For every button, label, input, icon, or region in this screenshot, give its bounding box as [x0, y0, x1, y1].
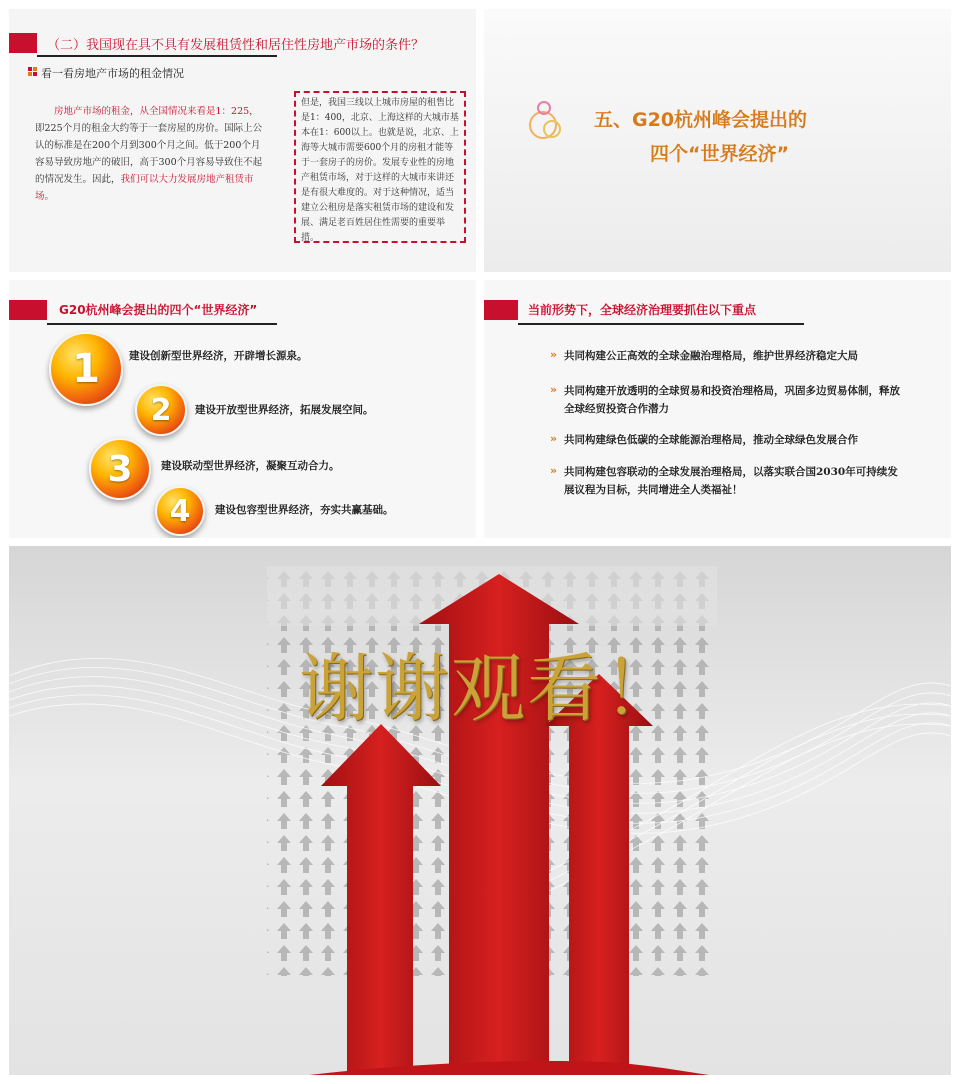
bullet-item: 共同构建绿色低碳的全球能源治理格局，推动全球绿色发展合作	[564, 434, 858, 446]
rings-icon	[528, 99, 568, 143]
chevron-right-icon: »	[550, 432, 558, 445]
list-item: 建设开放型世界经济，拓展发展空间。	[195, 404, 374, 416]
list-item: 建设联动型世界经济，凝聚互动合力。	[161, 460, 340, 472]
body-text: 即225个月的租金大约等于一套房屋的房价。国际上公认的标准是在200个月到300个月之间。低于200个月容易导致房地产的破旧，高于300个月容易导致住不起的情况发生。因此，	[35, 123, 263, 185]
diamond-bullet-icon	[27, 66, 38, 77]
chevron-right-icon: »	[550, 383, 558, 396]
background-graphic	[9, 546, 951, 1075]
number-badge-1	[49, 332, 123, 406]
badge-number: 4	[169, 494, 191, 529]
chevron-right-icon: »	[550, 464, 558, 477]
badge-number: 2	[150, 393, 172, 428]
slide-title: （二）我国现在具不具有发展租赁性和居住性房地产市场的条件？	[47, 38, 425, 53]
slide-title: G20杭州峰会提出的四个“世界经济”	[59, 303, 258, 317]
slide-subtitle: 看一看房地产市场的租金情况	[41, 67, 184, 80]
list-item: 建设包容型世界经济，夯实共赢基础。	[215, 504, 394, 516]
chevron-right-icon: »	[550, 348, 558, 361]
title-accent-bar	[484, 300, 518, 320]
section-heading-line1: 五、G20杭州峰会提出的	[594, 109, 808, 131]
title-underline	[518, 323, 804, 325]
bullet-item: 共同构建包容联动的全球发展治理格局，以落实联合国2030年可持续发展议程为目标，共同增进全人类福祉！	[564, 466, 898, 496]
slide-thank-you	[9, 546, 951, 1075]
title-underline	[37, 55, 277, 57]
number-badge-4	[155, 486, 205, 536]
slide-title: 当前形势下，全球经济治理要抓住以下重点	[528, 303, 757, 317]
title-accent-bar	[9, 33, 37, 53]
highlight-text: 我们可以大力发展房地产租赁市场。	[35, 174, 254, 202]
dashed-callout-box	[294, 91, 466, 243]
slide-four-world-economies	[9, 280, 476, 538]
bullet-item: 共同构建开放透明的全球贸易和投资治理格局，巩固多边贸易体制，释放全球经贸投资合作潜力	[564, 385, 900, 415]
number-badge-3	[89, 438, 151, 500]
slide-governance-priorities	[484, 280, 951, 538]
badge-number: 3	[107, 449, 133, 490]
number-badge-2	[135, 384, 187, 436]
callout-text: 但是，我国三线以上城市房屋的租售比是1：400，北京、上海这样的大城市基本在1：600以上。也就是说，北京、上海等大城市需要600个月的房租才能等于一套房子的房价。发展专业性的房地产租赁市场，对于这样的大城市来讲还是有很大难度的。对于这种情况，适当建立公租房是落实租赁市场的建设和发展、满足老百姓居住性需要的重要举措。	[301, 98, 459, 243]
slide-section-title	[484, 9, 951, 272]
title-accent-bar	[9, 300, 47, 320]
highlight-text: 房地产市场的租金，从全国情况来看是1：225，	[54, 106, 259, 117]
list-item: 建设创新型世界经济，开辟增长源泉。	[129, 350, 308, 362]
bullet-item: 共同构建公正高效的全球金融治理格局，维护世界经济稳定大局	[564, 350, 858, 362]
badge-number: 1	[72, 346, 100, 392]
left-paragraph	[35, 103, 267, 205]
section-heading-line2: 四个“世界经济”	[650, 143, 789, 165]
thank-you-heading: 谢谢观看！	[299, 646, 679, 732]
slide-rent-situation	[9, 9, 476, 272]
title-underline	[47, 323, 277, 325]
